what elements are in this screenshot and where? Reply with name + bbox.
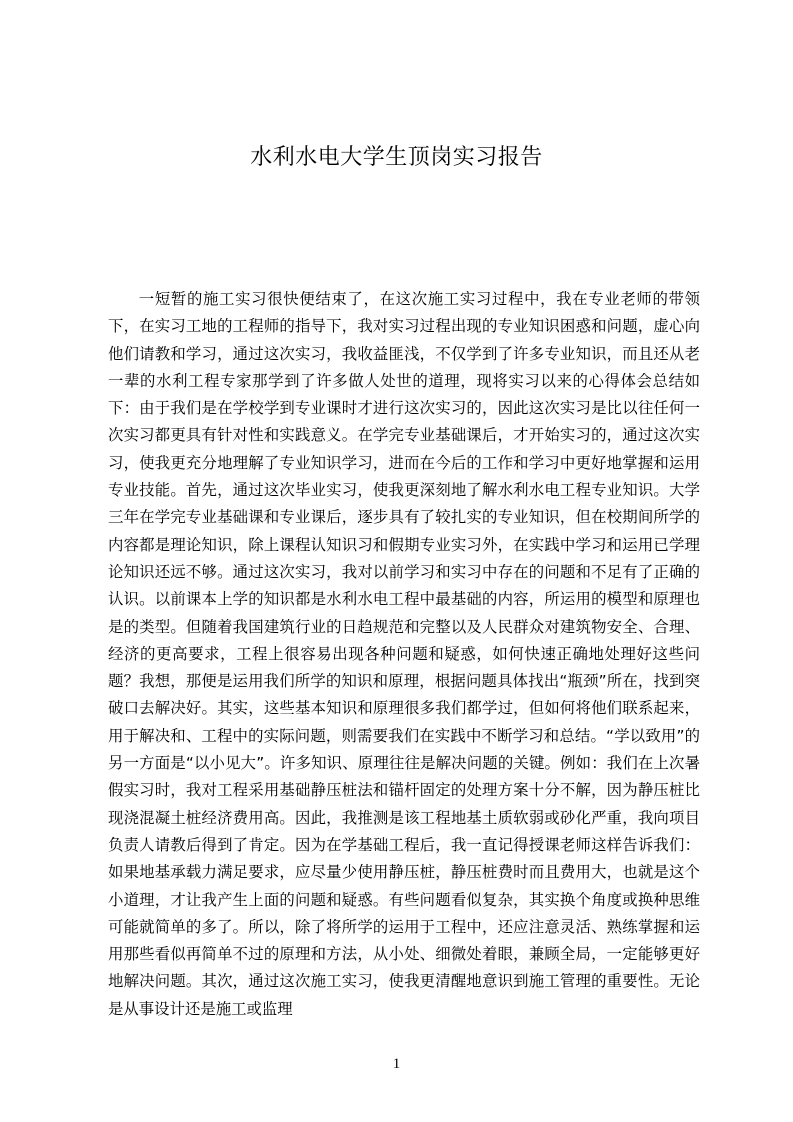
body-paragraph: 一短暂的施工实习很快便结束了，在这次施工实习过程中，我在专业老师的带领下，在实习工地的工程师的指导下，我对实习过程出现的专业知识困惑和问题，虚心向他们请教和学习，通过这次实习，我收益匪浅，不仅学到了许多专业知识，而且还从老一辈的水利工程专家那学到了许多做人处世的道理，现将实习以来的心得体会总结如下：由于我们是在学校学到专业课时才进行这次实习的，因此这次实习是比以往任何一次实习都更具有针对性和实践意义。在学完专业基础课后，才开始实习的，通过这次实习，使我更充分地理解了专业知识学习，进而在今后的工作和学习中更好地掌握和运用专业技能。首先，通过这次毕业实习，使我更深刻地了解水利水电工程专业知识。大学三年在学完专业基础课和专业课后，逐步具有了较扎实的专业知识，但在校期间所学的内容都是理论知识，除上课程认知识习和假期专业实习外，在实践中学习和运用已学理论知识还远不够。通过这次实习，我对以前学习和实习中存在的问题和不足有了正确的认识。以前课本上学的知识都是水利水电工程中最基础的内容，所运用的模型和原理也是的类型。但随着我国建筑行业的日趋规范和完整以及人民群众对建筑物安全、合理、经济的更高要求，工程上很容易出现各种问题和疑惑，如何快速正确地处理好这些问题？我想，那便是运用我们所学的知识和原理，根据问题具体找出“瓶颈”所在，找到突破口去解决好。其实，这些基本知识和原理很多我们都学过，但如何将他们联系起来，用于解决和、工程中的实际问题，则需要我们在实践中不断学习和总结。“学以致用”的另一方面是“以小见大”。许多知识、原理往往是解决问题的关键。例如：我们在上次暑假实习时，我对工程采用基础静压桩法和锚杆固定的处理方案十分不解，因为静压桩比现浇混凝土桩经济费用高。因此，我推测是该工程地基土质软弱或砂化严重，我向项目负责人请教后得到了肯定。因为在学基础工程后，我一直记得授课老师这样告诉我们：如果地基承载力满足要求，应尽量少使用静压桩，静压桩费时而且费用大，也就是这个小道理，才让我产生上面的问题和疑惑。有些问题看似复杂，其实换个角度或换种思维可能就简单的多了。所以，除了将所学的运用于工程中，还应注意灵活、熟练掌握和运用那些看似再简单不过的原理和方法，从小处、细微处着眼，兼顾全局，一定能够更好地解决问题。其次，通过这次施工实习，使我更清醒地意识到施工管理的重要性。无论是从事设计还是施工或监理 [108, 290, 700, 1018]
document-title: 水利水电大学生顶岗实习报告 [250, 145, 543, 170]
page-number: 1 [392, 1056, 401, 1072]
